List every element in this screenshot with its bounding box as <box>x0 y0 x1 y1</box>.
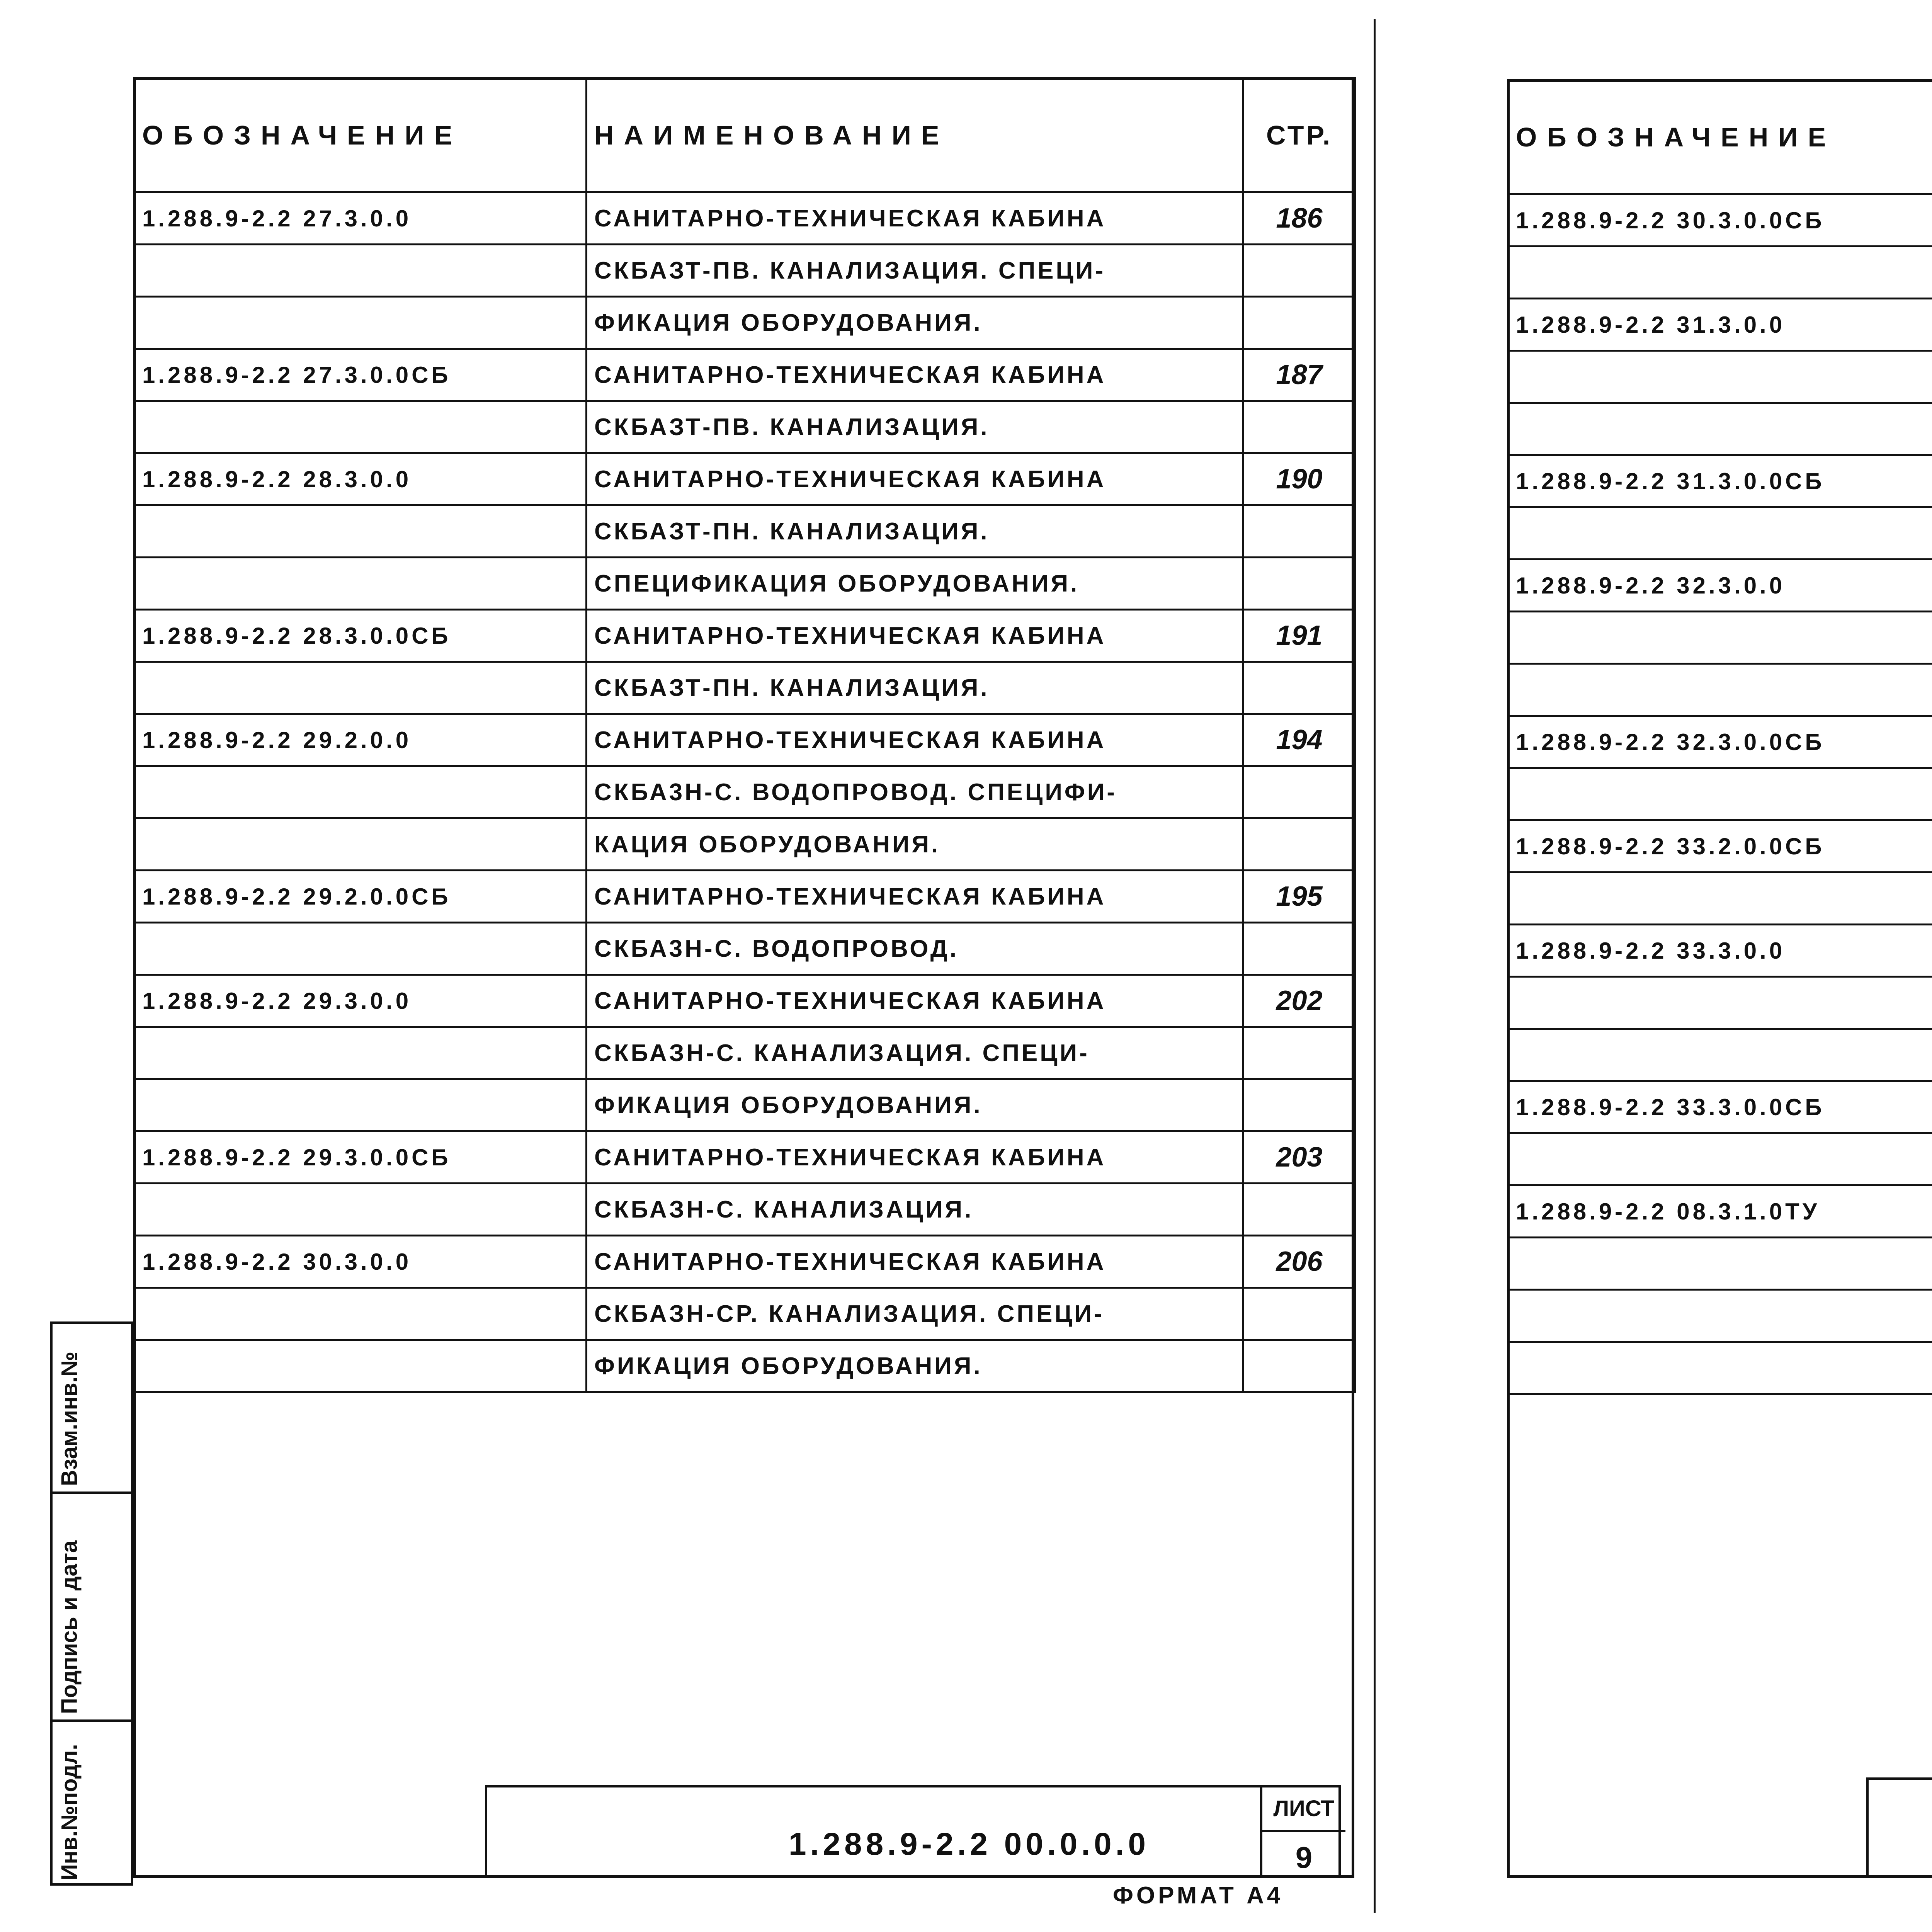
table-row <box>1508 299 1932 351</box>
row-code-cell <box>134 505 587 558</box>
row-code-cell: 1.288.9-2.2 32.3.0.0 <box>1508 560 1932 612</box>
row-page-cell: 187 <box>1243 349 1355 401</box>
row-code-cell <box>1508 1290 1932 1342</box>
row-code-cell: 1.288.9-2.2 31.3.0.0СБ <box>1508 455 1932 507</box>
row-name-cell: СКБА3Н-С. ВОДОПРОВОД. <box>587 923 1243 975</box>
row-code-cell: 1.288.9-2.2 29.2.0.0СБ <box>134 871 587 923</box>
table-row <box>134 245 1355 297</box>
table-row <box>134 1079 1355 1131</box>
left-sheet-label: ЛИСТ <box>1262 1787 1345 1832</box>
row-code-cell <box>134 1079 587 1131</box>
right-title-block <box>1866 1777 1932 1878</box>
row-name-cell: КАЦИЯ ОБОРУДОВАНИЯ. <box>587 818 1243 871</box>
row-code-cell <box>1508 1238 1932 1290</box>
table-row <box>134 558 1355 610</box>
row-page-cell <box>1243 1027 1355 1079</box>
table-header-row <box>134 78 1355 192</box>
row-code-cell: 1.288.9-2.2 27.3.0.0СБ <box>134 349 587 401</box>
table-row <box>134 1131 1355 1184</box>
row-code-cell <box>134 1027 587 1079</box>
table-row <box>1508 820 1932 872</box>
table-row <box>1508 925 1932 977</box>
row-name-cell: ФИКАЦИЯ ОБОРУДОВАНИЯ. <box>587 1340 1243 1392</box>
row-code-cell <box>134 1340 587 1392</box>
row-page-cell: 186 <box>1243 192 1355 245</box>
table-row <box>134 923 1355 975</box>
row-page-cell <box>1243 401 1355 453</box>
table-row <box>1508 247 1932 299</box>
row-code-cell: 1.288.9-2.2 29.3.0.0СБ <box>134 1131 587 1184</box>
row-code-cell <box>1508 768 1932 820</box>
row-code-cell <box>1508 872 1932 925</box>
table-row <box>1508 664 1932 716</box>
row-page-cell <box>1243 505 1355 558</box>
table-row <box>134 349 1355 401</box>
row-page-cell <box>1243 1288 1355 1340</box>
table-row <box>134 975 1355 1027</box>
table-row <box>1508 977 1932 1029</box>
row-code-cell: 1.288.9-2.2 31.3.0.0 <box>1508 299 1932 351</box>
row-page-cell <box>1243 245 1355 297</box>
row-page-cell: 191 <box>1243 610 1355 662</box>
row-name-cell: СКБАЗТ-ПВ. КАНАЛИЗАЦИЯ. СПЕЦИ- <box>587 245 1243 297</box>
row-name-cell: САНИТАРНО-ТЕХНИЧЕСКАЯ КАБИНА <box>587 1131 1243 1184</box>
row-page-cell: 202 <box>1243 975 1355 1027</box>
table-row <box>134 401 1355 453</box>
table-row <box>1508 872 1932 925</box>
row-page-cell <box>1243 923 1355 975</box>
row-name-cell: ФИКАЦИЯ ОБОРУДОВАНИЯ. <box>587 1079 1243 1131</box>
spread-center-divider <box>1374 19 1376 1913</box>
row-code-cell <box>134 1184 587 1236</box>
row-page-cell <box>1243 818 1355 871</box>
table-row <box>134 297 1355 349</box>
row-name-cell: СКБАЗТ-ПН. КАНАЛИЗАЦИЯ. <box>587 662 1243 714</box>
left-register-body <box>134 192 1355 1392</box>
table-row <box>134 1236 1355 1288</box>
row-code-cell <box>134 818 587 871</box>
left-format-label: ФОРМАТ А4 <box>1113 1882 1284 1909</box>
row-code-cell <box>134 245 587 297</box>
row-page-cell <box>1243 766 1355 818</box>
row-code-cell <box>1508 247 1932 299</box>
row-code-cell: 1.288.9-2.2 08.3.1.0ТУ <box>1508 1185 1932 1238</box>
table-row <box>134 505 1355 558</box>
table-row <box>1508 1238 1932 1290</box>
row-page-cell: 206 <box>1243 1236 1355 1288</box>
table-row <box>1508 768 1932 820</box>
row-code-cell: 1.288.9-2.2 29.2.0.0 <box>134 714 587 766</box>
row-code-cell <box>134 923 587 975</box>
row-code-cell: 1.288.9-2.2 32.3.0.0СБ <box>1508 716 1932 768</box>
row-code-cell <box>1508 403 1932 455</box>
col-designation-header: ОБОЗНАЧЕНИЕ <box>1508 80 1932 194</box>
col-page-header: СТР. <box>1243 78 1355 192</box>
table-row <box>1508 1185 1932 1238</box>
table-row <box>1508 455 1932 507</box>
table-row <box>1508 1133 1932 1185</box>
row-name-cell: СПЕЦИФИКАЦИЯ ОБОРУДОВАНИЯ. <box>587 558 1243 610</box>
table-row <box>134 1340 1355 1392</box>
left-sheet-number-box <box>1260 1787 1345 1876</box>
row-code-cell: 1.288.9-2.2 28.3.0.0 <box>134 453 587 505</box>
table-row <box>1508 1290 1932 1342</box>
row-code-cell <box>1508 612 1932 664</box>
row-name-cell: СКБАЗН-СР. КАНАЛИЗАЦИЯ. СПЕЦИ- <box>587 1288 1243 1340</box>
row-page-cell: 194 <box>1243 714 1355 766</box>
table-row <box>134 1027 1355 1079</box>
table-row <box>1508 560 1932 612</box>
table-row <box>134 1288 1355 1340</box>
row-code-cell <box>134 766 587 818</box>
side-approval-strip <box>50 1321 133 1886</box>
row-code-cell: 1.288.9-2.2 27.3.0.0 <box>134 192 587 245</box>
row-code-cell <box>134 1288 587 1340</box>
row-name-cell: САНИТАРНО-ТЕХНИЧЕСКАЯ КАБИНА <box>587 871 1243 923</box>
row-name-cell: САНИТАРНО-ТЕХНИЧЕСКАЯ КАБИНА <box>587 714 1243 766</box>
table-row <box>134 871 1355 923</box>
row-code-cell <box>134 558 587 610</box>
table-row <box>134 453 1355 505</box>
row-code-cell <box>1508 1029 1932 1081</box>
left-sheet-number: 9 <box>1295 1840 1313 1874</box>
table-row <box>134 714 1355 766</box>
row-name-cell: СКБАЗН-С. КАНАЛИЗАЦИЯ. СПЕЦИ- <box>587 1027 1243 1079</box>
row-page-cell <box>1243 1079 1355 1131</box>
row-page-cell <box>1243 1184 1355 1236</box>
table-row <box>1508 1029 1932 1081</box>
row-code-cell <box>134 401 587 453</box>
row-code-cell <box>1508 351 1932 403</box>
row-page-cell <box>1243 1340 1355 1392</box>
row-page-cell: 190 <box>1243 453 1355 505</box>
row-code-cell <box>134 297 587 349</box>
row-name-cell: САНИТАРНО-ТЕХНИЧЕСКАЯ КАБИНА <box>587 192 1243 245</box>
row-code-cell: 1.288.9-2.2 33.2.0.0СБ <box>1508 820 1932 872</box>
table-row <box>134 818 1355 871</box>
row-code-cell <box>1508 1133 1932 1185</box>
table-row <box>1508 403 1932 455</box>
strip-signature-date-label: Подпись и дата <box>57 1540 82 1714</box>
row-code-cell <box>1508 507 1932 560</box>
row-page-cell <box>1243 558 1355 610</box>
row-code-cell: 1.288.9-2.2 28.3.0.0СБ <box>134 610 587 662</box>
row-name-cell: САНИТАРНО-ТЕХНИЧЕСКАЯ КАБИНА <box>587 1236 1243 1288</box>
row-code-cell: 1.288.9-2.2 33.3.0.0 <box>1508 925 1932 977</box>
row-name-cell: ФИКАЦИЯ ОБОРУДОВАНИЯ. <box>587 297 1243 349</box>
row-name-cell: САНИТАРНО-ТЕХНИЧЕСКАЯ КАБИНА <box>587 610 1243 662</box>
row-name-cell: СКБАЗН-С. КАНАЛИЗАЦИЯ. <box>587 1184 1243 1236</box>
table-row <box>1508 351 1932 403</box>
row-code-cell: 1.288.9-2.2 33.3.0.0СБ <box>1508 1081 1932 1133</box>
table-row <box>134 1184 1355 1236</box>
table-row <box>134 662 1355 714</box>
row-name-cell: СКБАЗТ-ПН. КАНАЛИЗАЦИЯ. <box>587 505 1243 558</box>
row-name-cell: СКБАЗТ-ПВ. КАНАЛИЗАЦИЯ. <box>587 401 1243 453</box>
row-page-cell <box>1243 662 1355 714</box>
row-code-cell <box>1508 664 1932 716</box>
right-register-table <box>1507 79 1932 1395</box>
left-title-block <box>485 1785 1341 1878</box>
row-page-cell <box>1243 297 1355 349</box>
row-code-cell <box>134 662 587 714</box>
col-designation-header: ОБОЗНАЧЕНИЕ <box>134 78 587 192</box>
row-code-cell <box>1508 977 1932 1029</box>
right-register-body <box>1508 194 1932 1394</box>
table-row <box>1508 507 1932 560</box>
row-code-cell: 1.288.9-2.2 30.3.0.0СБ <box>1508 194 1932 247</box>
row-name-cell: СКБА3Н-С. ВОДОПРОВОД. СПЕЦИФИ- <box>587 766 1243 818</box>
col-name-header: НАИМЕНОВАНИЕ <box>587 78 1243 192</box>
row-name-cell: САНИТАРНО-ТЕХНИЧЕСКАЯ КАБИНА <box>587 975 1243 1027</box>
row-code-cell: 1.288.9-2.2 30.3.0.0 <box>134 1236 587 1288</box>
right-sheet <box>1383 0 1932 1932</box>
table-row <box>1508 716 1932 768</box>
strip-replacement-inventory-label: Взам.инв.№ <box>57 1351 82 1486</box>
row-page-cell: 195 <box>1243 871 1355 923</box>
row-name-cell: САНИТАРНО-ТЕХНИЧЕСКАЯ КАБИНА <box>587 453 1243 505</box>
table-row <box>1508 194 1932 247</box>
table-row <box>1508 1342 1932 1394</box>
left-document-code: 1.288.9-2.2 00.0.0.0 <box>789 1827 1150 1862</box>
row-code-cell: 1.288.9-2.2 29.3.0.0 <box>134 975 587 1027</box>
table-row <box>1508 612 1932 664</box>
table-row <box>134 610 1355 662</box>
table-header-row <box>1508 80 1932 194</box>
row-name-cell: САНИТАРНО-ТЕХНИЧЕСКАЯ КАБИНА <box>587 349 1243 401</box>
row-code-cell <box>1508 1342 1932 1394</box>
left-register-table <box>133 77 1356 1393</box>
table-row <box>134 766 1355 818</box>
row-page-cell: 203 <box>1243 1131 1355 1184</box>
table-row <box>1508 1081 1932 1133</box>
table-row <box>134 192 1355 245</box>
strip-original-inventory-label: Инв.№подл. <box>57 1744 82 1880</box>
